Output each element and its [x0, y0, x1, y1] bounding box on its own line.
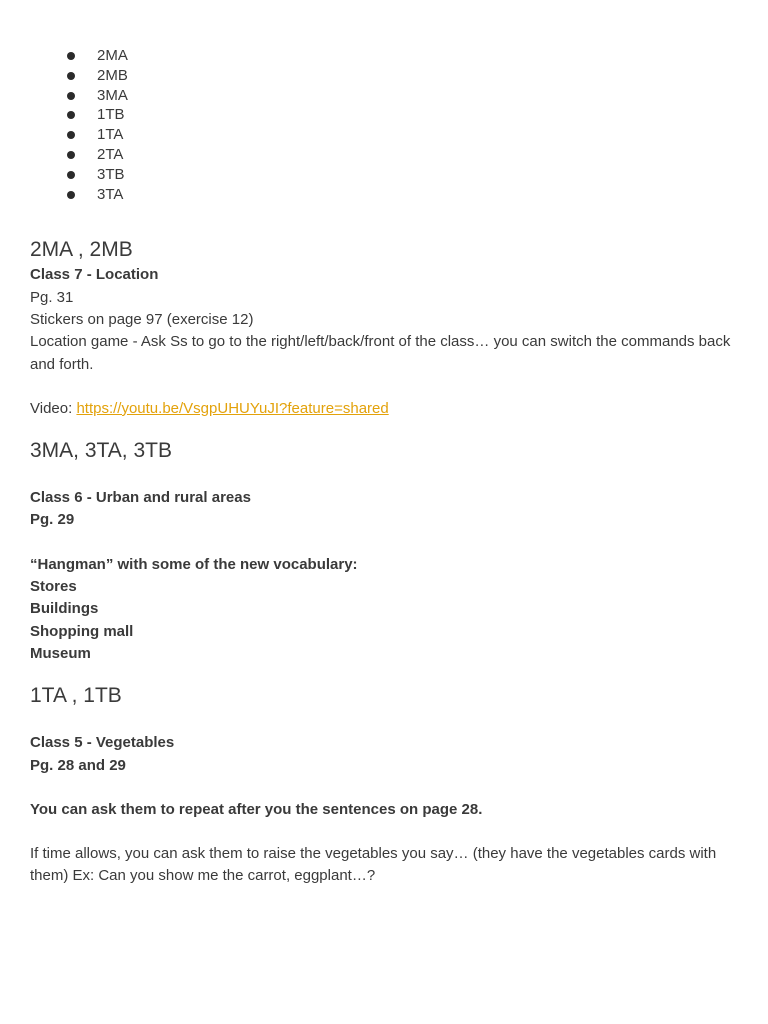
spacer	[30, 465, 738, 487]
vocab-item: Stores	[30, 578, 77, 596]
video-label: Video:	[30, 399, 77, 417]
vocab-item: Shopping mall	[30, 622, 134, 640]
spacer	[30, 376, 738, 398]
list-item: 1TB	[67, 105, 738, 125]
list-item: 3TB	[67, 165, 738, 185]
section-heading-2ma-2mb: 2MA , 2MB	[30, 238, 133, 262]
bullet-icon	[67, 191, 75, 199]
class-title: Class 6 - Urban and rural areas	[30, 489, 251, 507]
bullet-icon	[67, 171, 75, 179]
page-reference: Pg. 28 and 29	[30, 756, 126, 774]
location-game-note: Location game - Ask Ss to go to the right/left/back/front of the class… you can switch the commands back and forth.	[30, 333, 731, 373]
class-list	[30, 46, 738, 204]
bullet-icon	[67, 92, 75, 100]
stickers-note: Stickers on page 97 (exercise 12)	[30, 310, 254, 328]
page-reference: Pg. 31	[30, 288, 74, 306]
class-title: Class 7 - Location	[30, 266, 159, 284]
vocab-item: Buildings	[30, 600, 99, 618]
hangman-note: “Hangman” with some of the new vocabulary:	[30, 555, 358, 573]
list-item: 2TA	[67, 145, 738, 165]
video-line	[30, 398, 738, 420]
video-link[interactable]: https://youtu.be/VsgpUHUYuJI?feature=shared	[76, 399, 389, 417]
bullet-icon	[67, 111, 75, 119]
repeat-note: You can ask them to repeat after you the sentences on page 28.	[30, 800, 483, 818]
vocab-item: Museum	[30, 644, 91, 662]
spacer	[30, 821, 738, 843]
list-item: 2MA	[67, 46, 738, 66]
class-title: Class 5 - Vegetables	[30, 734, 175, 752]
list-item: 1TA	[67, 125, 738, 145]
list-item: 2MB	[67, 66, 738, 86]
bullet-icon	[67, 151, 75, 159]
bullet-icon	[67, 52, 75, 60]
section-heading-3ma-3ta-3tb: 3MA, 3TA, 3TB	[30, 439, 172, 463]
spacer	[30, 777, 738, 799]
bullet-icon	[67, 131, 75, 139]
list-item: 3MA	[67, 86, 738, 106]
spacer	[30, 532, 738, 554]
list-item: 3TA	[67, 185, 738, 205]
spacer	[30, 710, 738, 732]
page-reference: Pg. 29	[30, 511, 75, 529]
section-heading-1ta-1tb: 1TA , 1TB	[30, 684, 122, 708]
extra-activity-note: If time allows, you can ask them to raise the vegetables you say… (they have the vegetables cards with them) Ex: Can you show me the carrot, eggplant…?	[30, 845, 717, 885]
bullet-icon	[67, 72, 75, 80]
